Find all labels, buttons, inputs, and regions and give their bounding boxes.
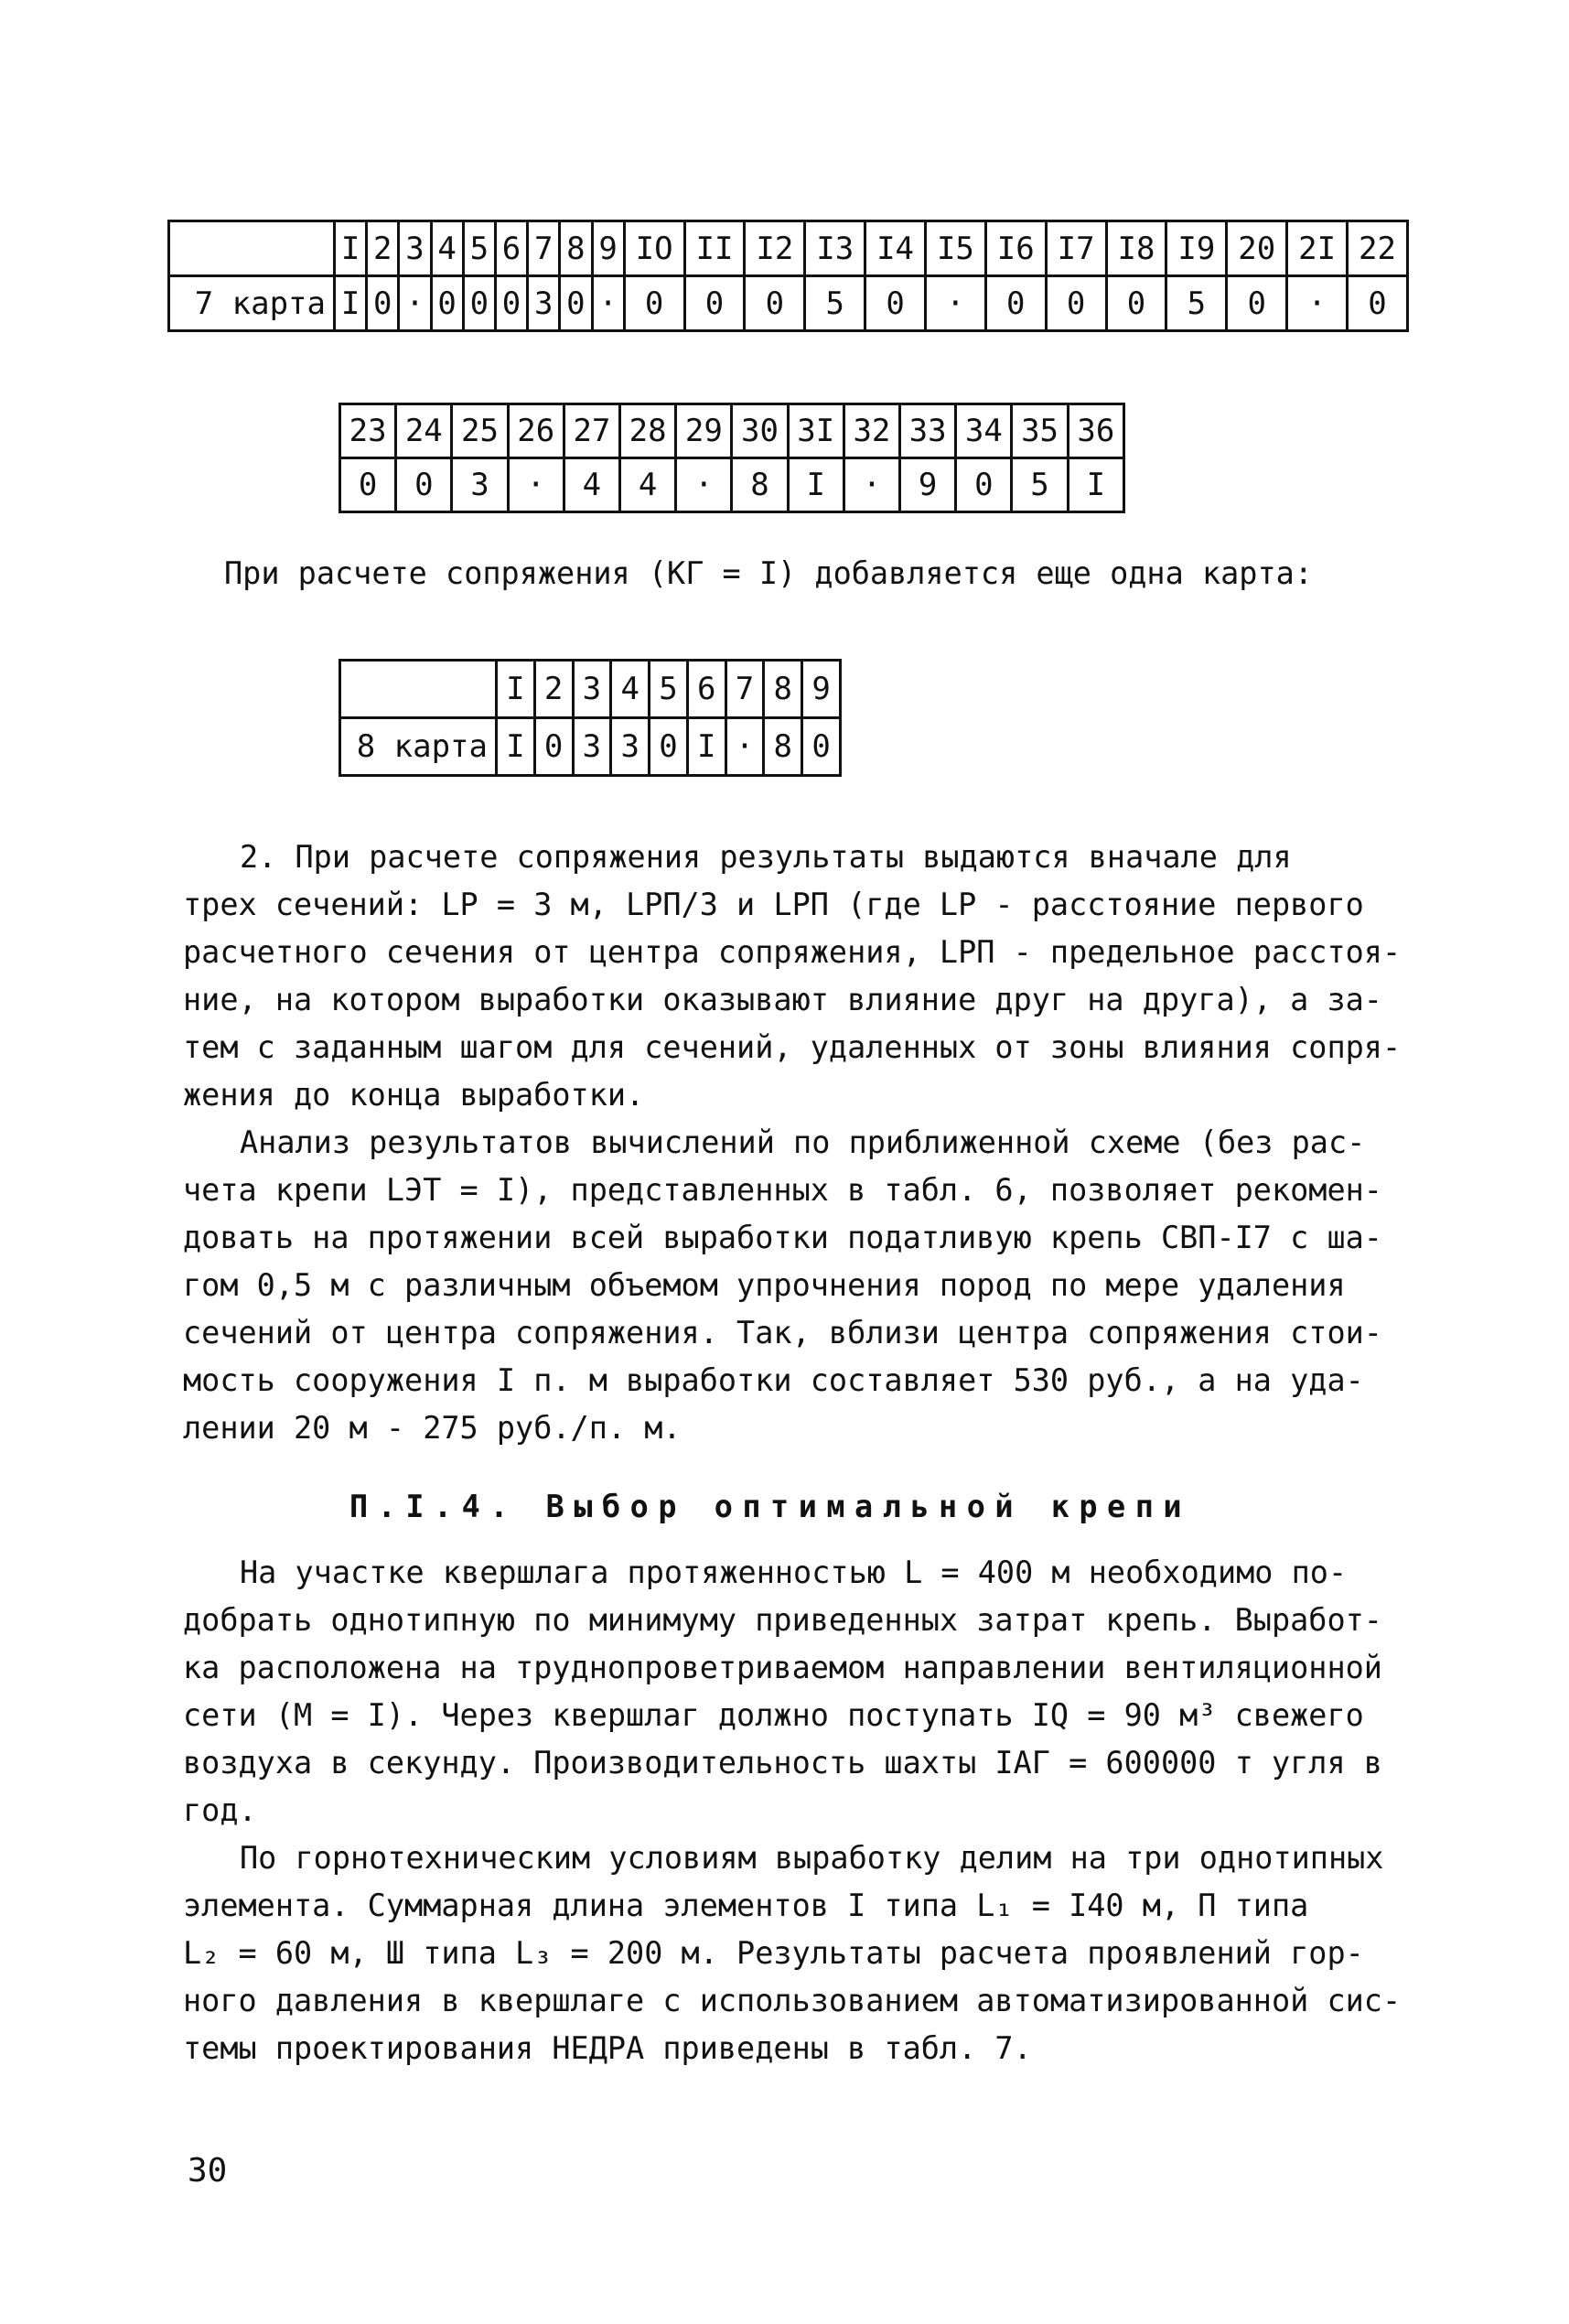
value-cell: 0 <box>367 276 399 331</box>
para2-line: жения до конца выработки. <box>183 1077 645 1113</box>
card8-header-row <box>340 661 841 718</box>
column-header-cell: I <box>497 661 535 718</box>
value-cell: 0 <box>1106 276 1166 331</box>
para5-line: ного давления в квершлаге с использованием автоматизированной сис- <box>183 1983 1402 2018</box>
column-header-cell: 5 <box>463 221 495 276</box>
value-cell: 0 <box>956 458 1012 512</box>
para3-line: мость сооружения I п. м выработки составляет 530 руб., а на уда- <box>183 1362 1364 1398</box>
column-header-cell: 26 <box>508 404 564 458</box>
value-cell: I <box>1068 458 1123 512</box>
value-cell: 3 <box>611 718 650 776</box>
value-cell: 0 <box>1046 276 1106 331</box>
card7-header-row <box>169 221 1408 276</box>
header-corner-cell <box>169 221 335 276</box>
column-header-cell: I3 <box>805 221 865 276</box>
value-cell: · <box>925 276 985 331</box>
value-cell: · <box>592 276 624 331</box>
column-header-cell: 4 <box>611 661 650 718</box>
value-cell: 0 <box>802 718 841 776</box>
column-header-cell: 32 <box>844 404 899 458</box>
column-header-cell: 2 <box>534 661 573 718</box>
card7-cont-header-row <box>340 404 1124 458</box>
column-header-cell: I7 <box>1046 221 1106 276</box>
column-header-cell: 24 <box>396 404 452 458</box>
para3-line: Анализ результатов вычислений по приближенной схеме (без рас- <box>240 1124 1366 1160</box>
column-header-cell: I <box>335 221 367 276</box>
value-cell: 0 <box>396 458 452 512</box>
value-cell: · <box>725 718 764 776</box>
value-cell: 0 <box>650 718 688 776</box>
para5-line: элемента. Суммарная длина элементов I типа L₁ = I40 м, П типа <box>183 1888 1309 1923</box>
value-cell: 0 <box>745 276 805 331</box>
para4-line: добрать однотипную по минимуму приведенных затрат крепь. Выработ- <box>183 1602 1382 1638</box>
value-cell: 8 <box>732 458 788 512</box>
value-cell: 3 <box>573 718 611 776</box>
value-cell: 5 <box>1166 276 1227 331</box>
column-header-cell: 29 <box>676 404 732 458</box>
value-cell: 0 <box>463 276 495 331</box>
value-cell: 0 <box>1348 276 1408 331</box>
value-cell: 5 <box>805 276 865 331</box>
value-cell: 0 <box>495 276 527 331</box>
para4-line: сети (M = I). Через квершлаг должно поступать IQ = 90 м³ свежего <box>183 1697 1364 1733</box>
value-cell: 0 <box>560 276 592 331</box>
para4-line: воздуха в секунду. Производительность шахты IАГ = 600000 т угля в <box>183 1745 1382 1781</box>
column-header-cell: 25 <box>452 404 508 458</box>
section-heading: П.I.4. Выбор оптимальной крепи <box>349 1489 1192 1524</box>
column-header-cell: 7 <box>725 661 764 718</box>
column-header-cell: 3 <box>573 661 611 718</box>
column-header-cell: I9 <box>1166 221 1227 276</box>
column-header-cell: 33 <box>900 404 956 458</box>
column-header-cell: I8 <box>1106 221 1166 276</box>
column-header-cell: 2 <box>367 221 399 276</box>
column-header-cell: 8 <box>764 661 802 718</box>
column-header-cell: 2I <box>1287 221 1348 276</box>
para2-line: расчетного сечения от центра сопряжения, LРП - предельное расстоя- <box>183 934 1402 970</box>
para4-line: ка расположена на труднопроветриваемом направлении вентиляционной <box>183 1650 1382 1685</box>
row-label-cell: 8 карта <box>340 718 497 776</box>
column-header-cell: I2 <box>745 221 805 276</box>
column-header-cell: 20 <box>1227 221 1287 276</box>
value-cell: 0 <box>985 276 1046 331</box>
card8-value-row <box>340 718 841 776</box>
value-cell: 0 <box>865 276 926 331</box>
column-header-cell: 23 <box>340 404 396 458</box>
para4-line: На участке квершлага протяженностью L = 400 м необходимо по- <box>240 1555 1348 1590</box>
caption-extra-card: При расчете сопряжения (КГ = I) добавляется еще одна карта: <box>224 555 1313 591</box>
column-header-cell: 36 <box>1068 404 1123 458</box>
card7-continuation-table <box>339 403 1125 513</box>
para3-line: лении 20 м - 275 руб./п. м. <box>183 1410 682 1446</box>
page-number: 30 <box>188 2152 228 2190</box>
value-cell: I <box>687 718 725 776</box>
para4-line: год. <box>183 1792 257 1828</box>
para2-line: трех сечений: LР = 3 м, LРП/3 и LРП (где LР - расстояние первого <box>183 887 1364 922</box>
value-cell: 0 <box>1227 276 1287 331</box>
value-cell: 3 <box>528 276 560 331</box>
column-header-cell: 6 <box>495 221 527 276</box>
value-cell: 9 <box>900 458 956 512</box>
column-header-cell: 22 <box>1348 221 1408 276</box>
value-cell: · <box>508 458 564 512</box>
card8-table <box>339 659 842 777</box>
column-header-cell: II <box>684 221 745 276</box>
para3-line: довать на протяжении всей выработки податливую крепь СВП-I7 с ша- <box>183 1220 1382 1255</box>
para3-line: чета крепи LЭТ = I), представленных в табл. 6, позволяет рекомен- <box>183 1172 1382 1208</box>
column-header-cell: 27 <box>564 404 619 458</box>
para2-line: 2. При расчете сопряжения результаты выдаются вначале для <box>240 839 1292 875</box>
value-cell: 4 <box>564 458 619 512</box>
card7-value-row <box>169 276 1408 331</box>
column-header-cell: 3I <box>788 404 844 458</box>
column-header-cell: I6 <box>985 221 1046 276</box>
value-cell: I <box>335 276 367 331</box>
column-header-cell: 6 <box>687 661 725 718</box>
column-header-cell: 7 <box>528 221 560 276</box>
value-cell: 0 <box>431 276 463 331</box>
value-cell: 0 <box>534 718 573 776</box>
para2-line: ние, на котором выработки оказывают влияние друг на друга), а за- <box>183 982 1382 1017</box>
column-header-cell: I4 <box>865 221 926 276</box>
column-header-cell: 35 <box>1012 404 1068 458</box>
column-header-cell: 9 <box>592 221 624 276</box>
value-cell: 3 <box>452 458 508 512</box>
value-cell: 4 <box>620 458 676 512</box>
para5-line: По горнотехническим условиям выработку делим на три однотипных <box>240 1840 1384 1876</box>
value-cell: 0 <box>340 458 396 512</box>
column-header-cell: 34 <box>956 404 1012 458</box>
column-header-cell: 28 <box>620 404 676 458</box>
column-header-cell: IO <box>624 221 684 276</box>
para2-line: тем с заданным шагом для сечений, удаленных от зоны влияния сопря- <box>183 1029 1402 1065</box>
para5-line: темы проектирования НЕДРА приведены в табл. 7. <box>183 2030 1032 2066</box>
column-header-cell: 9 <box>802 661 841 718</box>
column-header-cell: 3 <box>399 221 431 276</box>
column-header-cell: 4 <box>431 221 463 276</box>
value-cell: I <box>497 718 535 776</box>
value-cell: 0 <box>684 276 745 331</box>
value-cell: · <box>676 458 732 512</box>
value-cell: 8 <box>764 718 802 776</box>
header-corner-cell <box>340 661 497 718</box>
value-cell: · <box>399 276 431 331</box>
column-header-cell: 8 <box>560 221 592 276</box>
column-header-cell: I5 <box>925 221 985 276</box>
value-cell: 0 <box>624 276 684 331</box>
para3-line: сечений от центра сопряжения. Так, вблизи центра сопряжения стои- <box>183 1315 1382 1350</box>
column-header-cell: 30 <box>732 404 788 458</box>
para5-line: L₂ = 60 м, Ш типа L₃ = 200 м. Результаты расчета проявлений гор- <box>183 1935 1364 1971</box>
column-header-cell: 5 <box>650 661 688 718</box>
row-label-cell: 7 карта <box>169 276 335 331</box>
card7-cont-value-row <box>340 458 1124 512</box>
value-cell: 5 <box>1012 458 1068 512</box>
value-cell: · <box>844 458 899 512</box>
value-cell: I <box>788 458 844 512</box>
value-cell: · <box>1287 276 1348 331</box>
para3-line: гом 0,5 м с различным объемом упрочнения пород по мере удаления <box>183 1267 1346 1303</box>
card7-table <box>167 220 1409 332</box>
